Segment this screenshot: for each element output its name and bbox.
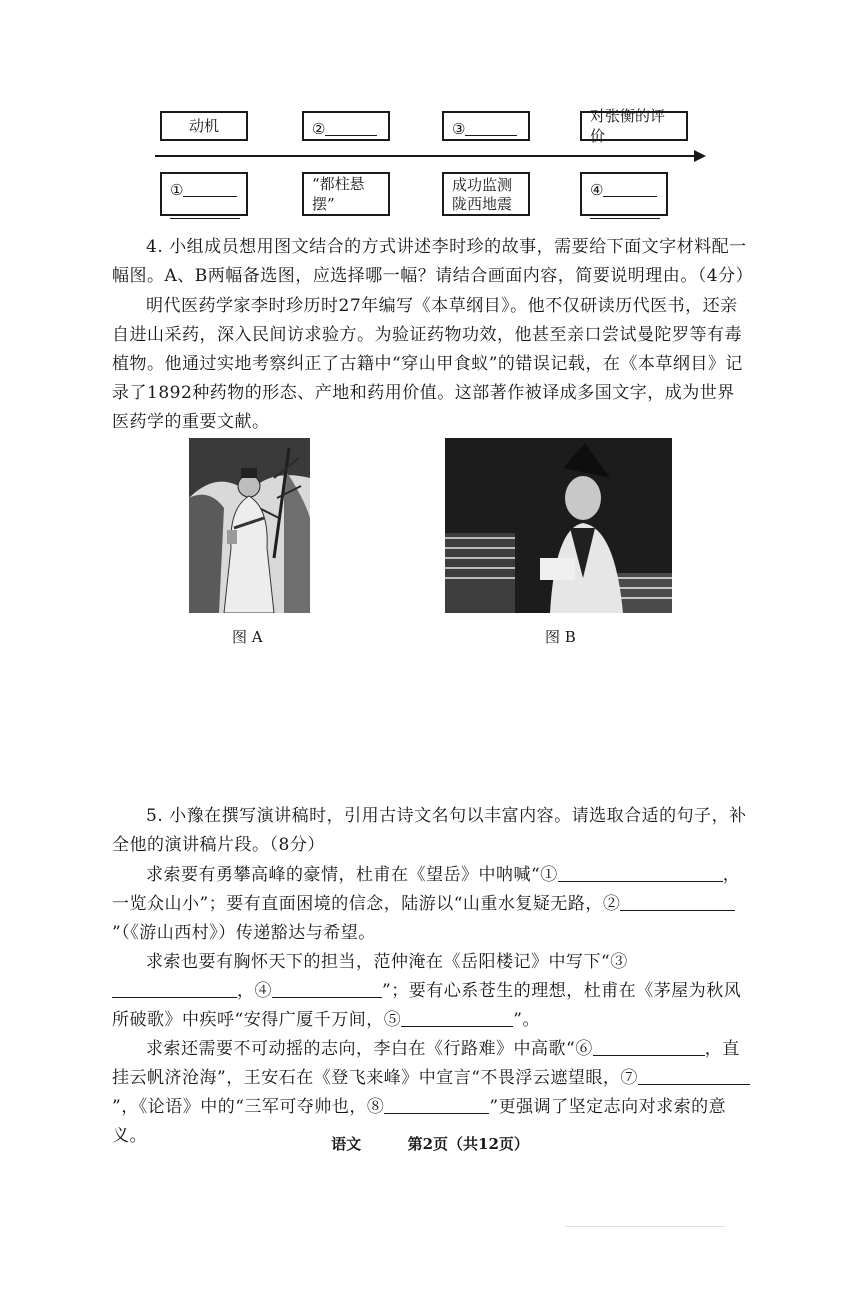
- flow-box-blank-4: [580, 172, 668, 216]
- page-footer: [0, 1133, 860, 1154]
- footer-page-number: 第2页（共12页）: [407, 1135, 529, 1153]
- speech-paragraph-2: [112, 948, 752, 1035]
- speech-text: 求索也要有胸怀天下的担当，范仲淹在《岳阳楼记》中写下“③: [146, 952, 628, 972]
- flow-box-label: “都柱悬摆”: [312, 175, 365, 213]
- answer-blank-poem-2[interactable]: [620, 892, 735, 911]
- answer-blank-3[interactable]: [465, 117, 517, 136]
- flow-box-label: 对张衡的评价: [590, 107, 666, 145]
- figure-a-caption: 图 A: [232, 628, 263, 646]
- speech-text: ，一览众山小”；要有直面困境的信念，陆游以“山重水复疑无路，②: [112, 865, 741, 914]
- speech-text: ”，《论语》中的“三军可夺帅也，⑧: [112, 1097, 385, 1117]
- speech-text: 求索还需要不可动摇的志向，李白在《行路难》中高歌“⑥: [146, 1039, 593, 1059]
- flow-box-blank-2: [302, 111, 390, 141]
- flow-box-blank-3: [442, 111, 530, 141]
- scan-artifact-line: [565, 1226, 725, 1227]
- answer-blank-poem-5[interactable]: [401, 1008, 513, 1027]
- answer-blank-poem-4[interactable]: [272, 979, 382, 998]
- answer-blank-1b[interactable]: [170, 200, 240, 219]
- answer-blank-2[interactable]: [325, 117, 377, 136]
- answer-blank-poem-8[interactable]: [384, 1095, 489, 1114]
- flow-box-earthquake: [442, 172, 530, 216]
- question-5: 5. 小豫在撰写演讲稿时，引用古诗文名句以丰富内容。请选取合适的句子，补全他的演讲稿片段。（8分）: [112, 806, 747, 855]
- flow-box-label: ④: [590, 181, 604, 199]
- answer-blank-4b[interactable]: [590, 200, 660, 219]
- speech-text: ”更强调了坚定志向对求索的意义。: [112, 1097, 727, 1146]
- flow-box-label: ③: [452, 120, 466, 138]
- answer-blank-1a[interactable]: [183, 178, 237, 197]
- answer-blank-poem-3[interactable]: [112, 979, 237, 998]
- answer-blank-poem-7[interactable]: [638, 1066, 750, 1085]
- speech-text: ”。: [513, 1010, 540, 1030]
- speech-text: ”；要有心系苍生的理想，杜甫在《茅屋为秋风所破歌》中疾呼“安得广厦千万间，⑤: [112, 981, 742, 1030]
- question-4-material: 明代医药学家李时珍历时27年编写《本草纲目》。他不仅研读历代医书，还亲自进山采药，深入民间访求验方。为验证药物功效，他甚至亲口尝试曼陀罗等有毒植物。他通过实地考察纠正了古籍中“穿山甲食蚁”的错误记载，在《本草纲目》记录了1892种药物的形态、产地和药用价值。这部著作被译成多国文字，成为世界医药学的重要文献。: [112, 296, 743, 432]
- figure-a-image: [189, 438, 310, 613]
- speech-text: ，直挂云帆济沧海”，王安石在《登飞来峰》中宣言“不畏浮云遮望眼，⑦: [112, 1039, 740, 1088]
- speech-paragraph-1: [112, 861, 752, 948]
- question-4: 4. 小组成员想用图文结合的方式讲述李时珍的故事，需要给下面文字材料配一幅图。A、B两幅备选图，应选择哪一幅？请结合画面内容，简要说明理由。（4分）: [112, 237, 754, 286]
- answer-blank-4a[interactable]: [603, 178, 657, 197]
- flow-box-seismograph: [302, 172, 390, 216]
- flow-box-blank-1: [160, 172, 248, 216]
- speech-text: ④: [254, 981, 272, 1001]
- footer-subject: 语文: [331, 1135, 362, 1153]
- flow-box-evaluation: [580, 107, 688, 145]
- flow-box-label: ②: [312, 120, 326, 138]
- flow-box-label: 动机: [188, 117, 219, 135]
- answer-blank-poem-1[interactable]: [558, 863, 723, 882]
- speech-text: ”（《游山西村》）传递豁达与希望。: [112, 923, 376, 943]
- speech-text: 求索要有勇攀高峰的豪情，杜甫在《望岳》中呐喊“①: [146, 865, 558, 885]
- speech-text: ，: [237, 981, 255, 1001]
- answer-blank-poem-6[interactable]: [593, 1037, 705, 1056]
- flow-box-motive: [160, 111, 248, 141]
- arrow-head-icon: [694, 150, 706, 162]
- figure-b-caption: 图 B: [545, 628, 576, 646]
- timeline-arrow-line: [155, 155, 695, 157]
- flow-box-label: ①: [170, 181, 184, 199]
- flow-box-label: 成功监测陇西地震: [452, 176, 513, 213]
- figure-b-image: [445, 438, 672, 613]
